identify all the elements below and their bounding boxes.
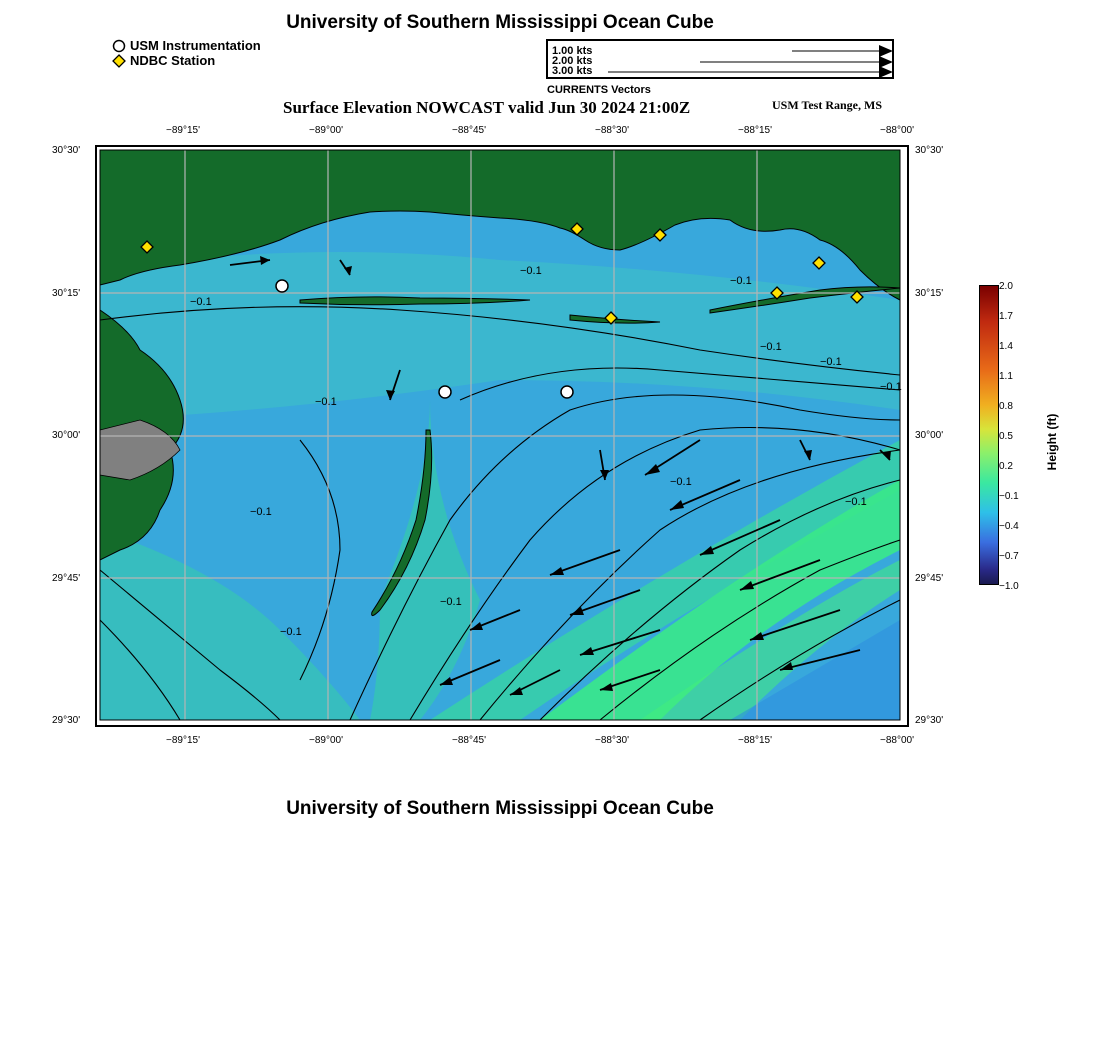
colorbar-tick: −0.1 xyxy=(999,491,1019,502)
top-lon-label: −88°30' xyxy=(595,125,629,136)
colorbar-tick: 1.1 xyxy=(999,371,1013,382)
colorbar-tick: −1.0 xyxy=(999,581,1019,592)
colorbar-scale xyxy=(979,285,999,585)
scale-label-2: 2.00 kts xyxy=(552,55,593,67)
bottom-title: University of Southern Mississippi Ocean Cube xyxy=(286,798,714,819)
contour-label: −0.1 xyxy=(730,275,752,287)
bottom-lon-label: −89°15' xyxy=(166,735,200,746)
colorbar-tick: −0.4 xyxy=(999,521,1019,532)
top-lon-label: −88°15' xyxy=(738,125,772,136)
contour-label: −0.1 xyxy=(190,296,212,308)
top-lon-label: −88°00' xyxy=(880,125,914,136)
bottom-lon-label: −89°00' xyxy=(309,735,343,746)
contour-label: −0.1 xyxy=(880,381,902,393)
top-lon-label: −89°15' xyxy=(166,125,200,136)
bottom-lon-label: −88°15' xyxy=(738,735,772,746)
range-label: USM Test Range, MS xyxy=(772,98,883,112)
right-lat-label: 30°15' xyxy=(915,288,944,299)
contour-label: −0.1 xyxy=(315,396,337,408)
legend-usm xyxy=(112,38,261,53)
contour-label: −0.1 xyxy=(250,506,272,518)
left-lat-label: 30°00' xyxy=(52,430,81,441)
right-lat-label: 30°00' xyxy=(915,430,944,441)
contour-label: −0.1 xyxy=(760,341,782,353)
contour-label: −0.1 xyxy=(440,596,462,608)
scale-arrows xyxy=(548,41,892,77)
bottom-lon-label: −88°30' xyxy=(595,735,629,746)
colorbar-tick: 0.8 xyxy=(999,401,1013,412)
colorbar-tick: 0.2 xyxy=(999,461,1013,472)
colorbar-tick: 2.0 xyxy=(999,281,1013,292)
bottom-lon-label: −88°45' xyxy=(452,735,486,746)
left-lat-label: 29°30' xyxy=(52,715,81,726)
usm-station-icon xyxy=(439,386,451,398)
contour-label: −0.1 xyxy=(670,476,692,488)
colorbar-title: Height (ft) xyxy=(1045,413,1059,471)
colorbar-tick: 1.4 xyxy=(999,341,1013,352)
scale-label-3: 3.00 kts xyxy=(552,65,593,77)
vector-scale-box xyxy=(546,39,894,79)
colorbar-tick: 1.7 xyxy=(999,311,1013,322)
left-lat-label: 29°45' xyxy=(52,573,81,584)
right-lat-label: 30°30' xyxy=(915,145,944,156)
ndbc-diamond-icon xyxy=(112,54,126,68)
left-lat-label: 30°30' xyxy=(52,145,81,156)
legend-ndbc-label: NDBC Station xyxy=(130,53,216,68)
colorbar-tick: 0.5 xyxy=(999,431,1013,442)
vector-scale-caption: CURRENTS Vectors xyxy=(547,84,651,96)
colorbar-tick: −0.7 xyxy=(999,551,1019,562)
right-lat-label: 29°30' xyxy=(915,715,944,726)
bottom-lon-label: −88°00' xyxy=(880,735,914,746)
right-lat-label: 29°45' xyxy=(915,573,944,584)
contour-label: −0.1 xyxy=(820,356,842,368)
map-subtitle: Surface Elevation NOWCAST valid Jun 30 2024 21:00Z xyxy=(283,98,691,117)
contour-label: −0.1 xyxy=(845,496,867,508)
scale-label-1: 1.00 kts xyxy=(552,45,593,57)
usm-station-icon xyxy=(276,280,288,292)
legend-ndbc xyxy=(112,53,215,68)
map-frame xyxy=(95,145,909,727)
legend-usm-label: USM Instrumentation xyxy=(130,38,261,53)
usm-station-icon xyxy=(561,386,573,398)
usm-circle-icon xyxy=(112,39,126,53)
map-title: University of Southern Mississippi Ocean Cube xyxy=(286,12,714,33)
top-lon-label: −89°00' xyxy=(309,125,343,136)
contour-label: −0.1 xyxy=(520,265,542,277)
left-lat-label: 30°15' xyxy=(52,288,81,299)
contour-label: −0.1 xyxy=(280,626,302,638)
top-lon-label: −88°45' xyxy=(452,125,486,136)
